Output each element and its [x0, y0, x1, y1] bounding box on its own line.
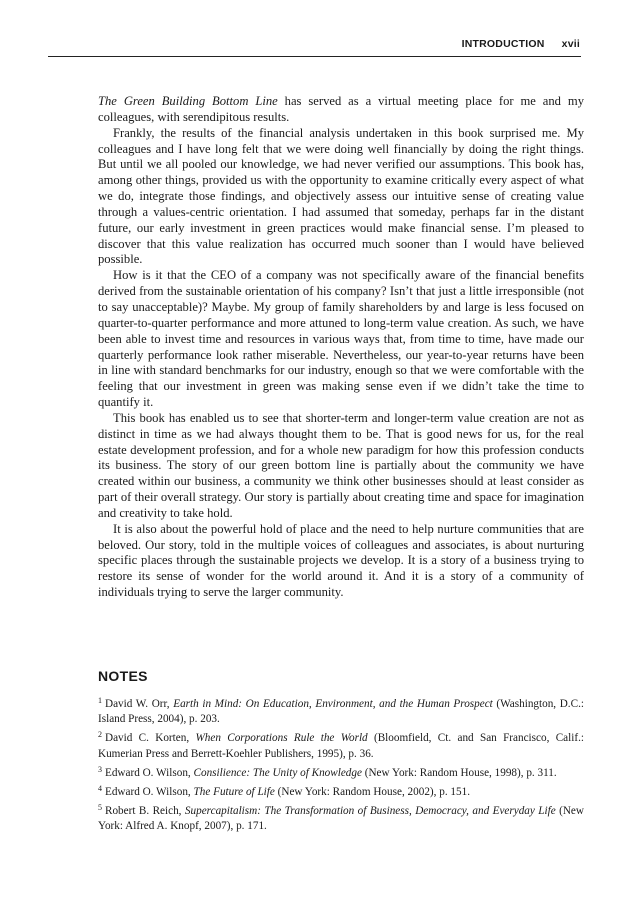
- note-title: Consilience: The Unity of Knowledge: [193, 766, 362, 779]
- notes-heading: NOTES: [98, 668, 148, 684]
- note-number: 2: [98, 730, 102, 740]
- body-text: [98, 94, 584, 601]
- note-item: $^4$ Edward O. Wilson, The Future of Life (New York: Random House, 2002), p. 151.: [98, 784, 470, 799]
- note-item: $^1$ David W. Orr, Earth in Mind: On Education, Environment, and the Human Prospect (Washington, D.C.: Island Press, 2004), p. 203.: [98, 696, 584, 726]
- note-number: 4: [98, 784, 102, 794]
- note-title: Earth in Mind: On Education, Environment, and the Human Prospect: [173, 698, 493, 710]
- note-number: 1: [98, 696, 102, 705]
- book-title: The Green Building Bottom Line: [98, 94, 278, 108]
- paragraph-4: This book has enabled us to see that shorter-term and longer-term value creation are not as distinct in time as we had always thought them to be. That is good news for us, for the real estate development profession, and for a whole new paradigm for how this profession conducts its business. The story of our green bottom line is partially about the community we have created within our business, a community we think other businesses should at least consider as part of their overall strategy. Our story is partially about creating time and space for imagination and creativity to take hold.: [98, 410, 584, 520]
- note-title: Supercapitalism: The Transformation of Business, Democracy, and Everyday Life: [184, 805, 556, 818]
- notes-list: [98, 693, 584, 835]
- paragraph-5: It is also about the powerful hold of place and the need to help nurture communities that are beloved. Our story, told in the multiple voices of colleagues and associates, is about nurturing specific places through the sustainable projects we develop. It is a story of a business trying to restore its sense of wonder for the world around it. And it is a story of a community of individuals trying to serve the larger community.: [98, 521, 584, 600]
- note-item: $^2$ David C. Korten, When Corporations Rule the World (Bloomfield, Ct. and San Francisco, Calif.: Kumerian Press and Berrett-Koehler Publishers, 1995), p. 36.: [98, 730, 584, 760]
- note-item: $^3$ Edward O. Wilson, Consilience: The Unity of Knowledge (New York: Random House, 1998), p. 311.: [98, 764, 557, 779]
- note-number: 5: [98, 803, 102, 813]
- paragraph-1: The Green Building Bottom Line has served as a virtual meeting place for me and my colleagues, with serendipitous results.: [98, 94, 584, 124]
- paragraph-3: How is it that the CEO of a company was not specifically aware of the financial benefits derived from the sustainable orientation of his company? Isn’t that just a little irresponsible (not to say unacceptable)? Maybe. My group of family shareholders by and large is less focused on quarter-to-quarter performance and more attuned to long-term value creation. As such, we have been able to invest time and resources in various ways that, from time to time, have made our quarterly performance look rather miserable. Nevertheless, our year-to-year returns have been in line with standard benchmarks for our industry, enough so that we were comfortable with the feeling that our investment in green was making sense even if we didn’t take the time to quantify it.: [98, 268, 584, 410]
- note-title: The Future of Life: [193, 786, 275, 799]
- note-number: 3: [98, 764, 102, 774]
- running-head: [0, 38, 580, 50]
- header-rule: [48, 56, 581, 57]
- section-title: INTRODUCTION: [461, 38, 545, 50]
- note-title: When Corporations Rule the World: [195, 732, 368, 745]
- note-item: $^5$ Robert B. Reich, Supercapitalism: The Transformation of Business, Democracy, and Everyday Life (New York: Alfred A. Knopf, 2007), p. 171.: [98, 803, 584, 833]
- page-number: xvii: [561, 38, 580, 50]
- paragraph-2: Frankly, the results of the financial analysis undertaken in this book surprised me. My colleagues and I have long felt that we were doing well financially by doing the right things. But until we all pooled our knowledge, we had never verified our assumptions. This book has, among other things, provided us with the opportunity to examine critically every aspect of what we do, integrate those findings, and objectively assess our intuitive sense of creating value through a values-centric orientation. I had assumed that someday, perhaps far in the distant future, our early investment in green practices would make financial sense. I’m pleased to discover that this value realization has occurred much sooner than I would have believed possible.: [98, 125, 584, 267]
